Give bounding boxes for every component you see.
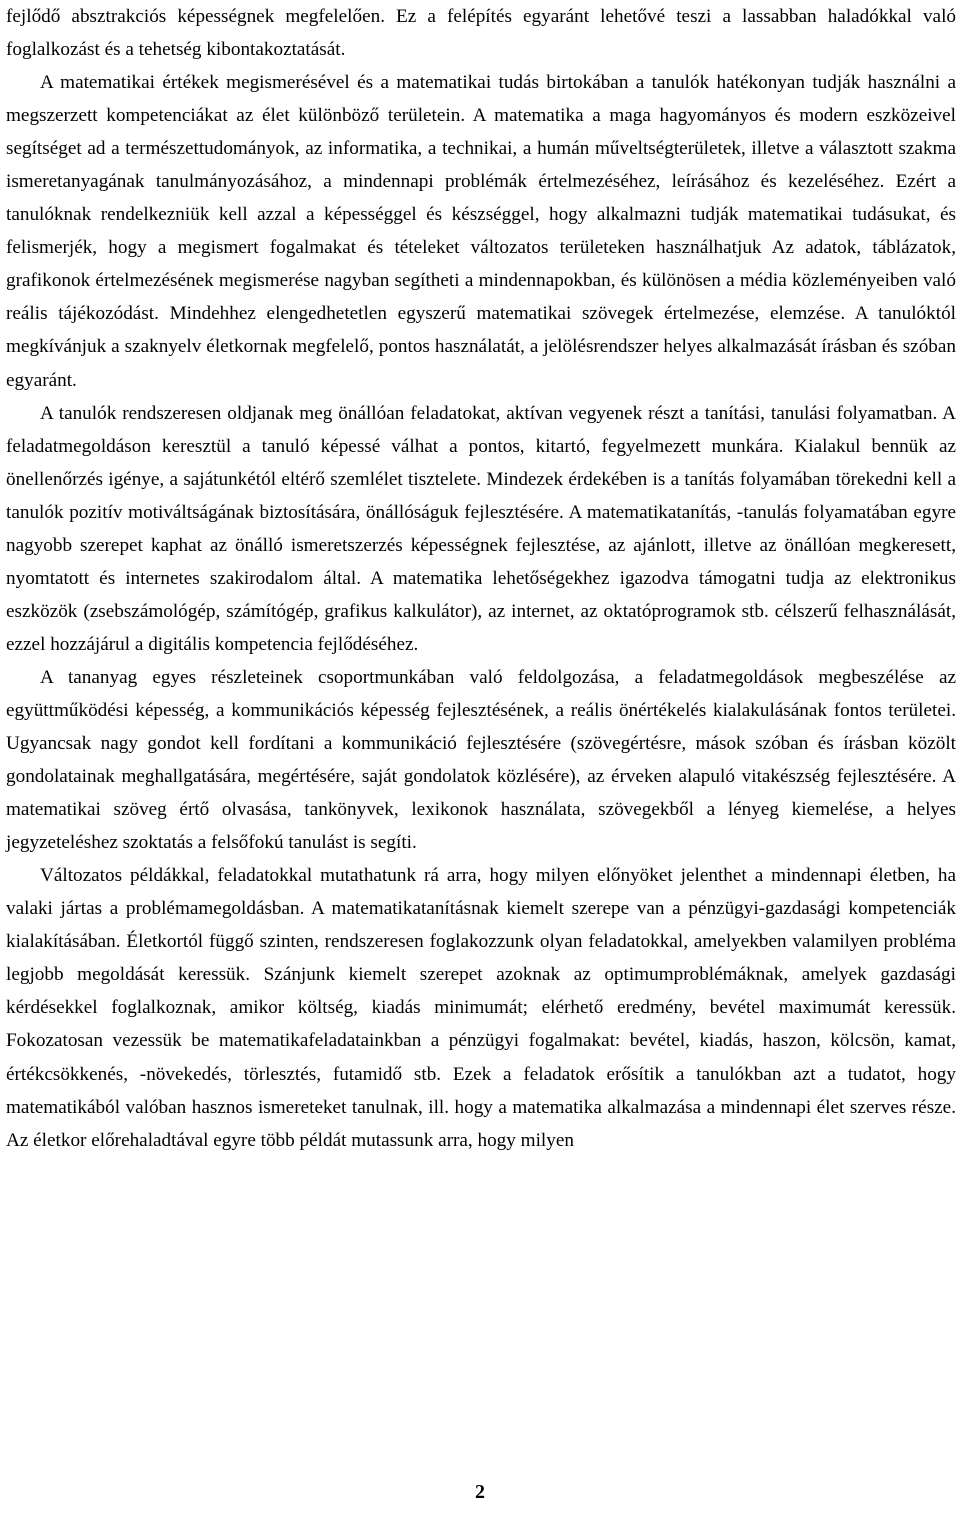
document-page [6,0,956,1517]
paragraph-1: fejlődő absztrakciós képességnek megfelelően. Ez a felépítés egyaránt lehetővé teszi a lassabban haladókkal való foglalkozást és a tehetség kibontakoztatását. [6,6,956,61]
paragraph-2: A matematikai értékek megismerésével és a matematikai tudás birtokában a tanulók hatékonyan tudják használni a megszerzett kompetenciákat az élet különböző területein. A matematika a maga hagyományos és modern eszközeivel segítséget ad a természettudományok, az informatika, a technikai, a humán műveltségterületek, illetve a választott szakma ismeretanyagának tanulmányozásához, a mindennapi problémák értelmezéséhez, leírásához és kezeléséhez. Ezért a tanulóknak rendelkezniük kell azzal a képességgel és készséggel, hogy alkalmazni tudják matematikai tudásukat, és felismerjék, hogy a megismert fogalmakat és tételeket változatos területeken használhatjuk Az adatok, táblázatok, grafikonok értelmezésének megismerése nagyban segítheti a mindennapokban, és különösen a média közleményeiben való reális tájékozódást. Mindehhez elengedhetetlen egyszerű matematikai szövegek értelmezése, elemzése. A tanulóktól megkívánjuk a szaknyelv életkornak megfelelő, pontos használatát, a jelölésrendszer helyes alkalmazását írásban és szóban egyaránt. [6,72,956,391]
paragraph-5: Változatos példákkal, feladatokkal mutathatunk rá arra, hogy milyen előnyöket jelenthet a mindennapi életben, ha valaki jártas a problémamegoldásban. A matematikatanításnak kiemelt szerepe van a pénzügyi-gazdasági kompetenciák kialakításában. Életkortól függő szinten, rendszeresen foglakozzunk olyan feladatokkal, amelyekben valamilyen probléma legjobb megoldását keressük. Szánjunk kiemelt szerepet azoknak az optimumproblémáknak, amelyek gazdasági kérdésekkel foglalkoznak, amikor költség, kiadás minimumát; elérhető eredmény, bevétel maximumát keressük. Fokozatosan vezessük be matematikafeladatainkban a pénzügyi fogalmakat: bevétel, kiadás, haszon, kölcsön, kamat, értékcsökkenés, -növekedés, törlesztés, futamidő stb. Ezek a feladatok erősítik a tanulókban azt a tudatot, hogy matematikából valóban hasznos ismereteket tanulnak, ill. hogy a matematika alkalmazása a mindennapi élet szerves része. Az életkor előrehaladtával egyre több példát mutassunk arra, hogy milyen [6,865,956,1151]
paragraph-3: A tanulók rendszeresen oldjanak meg önállóan feladatokat, aktívan vegyenek részt a tanítási, tanulási folyamatban. A feladatmegoldáson keresztül a tanuló képessé válhat a pontos, kitartó, fegyelmezett munkára. Kialakul bennük az önellenőrzés igénye, a sajátunkétól eltérő szemlélet tisztelete. Mindezek érdekében is a tanítás folyamában törekedni kell a tanulók pozitív motiváltságának biztosítására, önállóságuk fejlesztésére. A matematikatanítás, -tanulás folyamatában egyre nagyobb szerepet kaphat az önálló ismeretszerzés képességnek fejlesztése, az ajánlott, illetve az önállóan megkeresett, nyomtatott és internetes szakirodalom által. A matematika lehetőségekhez igazodva támogatni tudja az elektronikus eszközök (zsebszámológép, számítógép, grafikus kalkulátor), az internet, az oktatóprogramok stb. célszerű felhasználását, ezzel hozzájárul a digitális kompetencia fejlődéséhez. [6,402,956,655]
page-number: 2 [475,1481,485,1503]
paragraph-4: A tananyag egyes részleteinek csoportmunkában való feldolgozása, a feladatmegoldások megbeszélése az együttműködési képesség, a kommunikációs képesség fejlesztésének, a reális önértékelés kialakulásának fontos területei. Ugyancsak nagy gondot kell fordítani a kommunikáció fejlesztésére (szövegértésre, mások szóban és írásban közölt gondolatainak meghallgatására, megértésére, saját gondolatok közlésére), az érveken alapuló vitakészség fejlesztésére. A matematikai szöveg értő olvasása, tankönyvek, lexikonok használata, szövegekből a lényeg kiemelése, a helyes jegyzeteléshez szoktatás a felsőfokú tanulást is segíti. [6,666,956,854]
